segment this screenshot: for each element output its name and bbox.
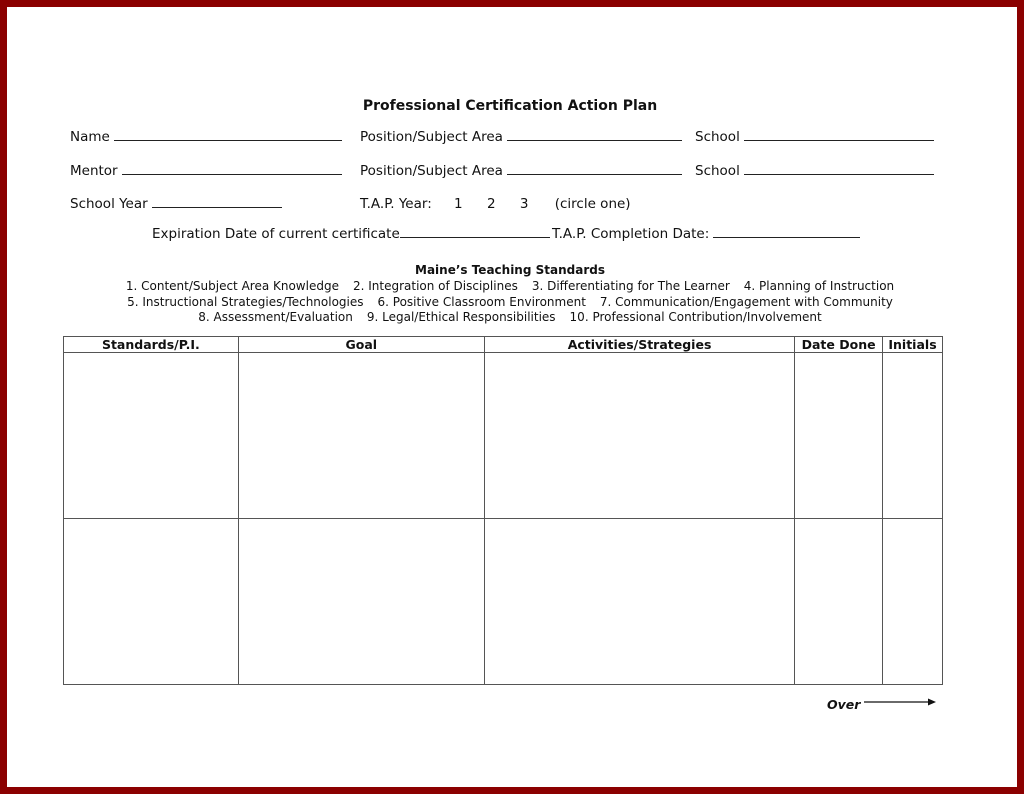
mentor-label: Mentor (70, 163, 118, 179)
standard-item: 5. Instructional Strategies/Technologies (127, 295, 364, 309)
position-field-2[interactable] (360, 163, 682, 179)
header-initials: Initials (883, 337, 943, 353)
tap-year-option-1[interactable]: 1 (454, 196, 463, 212)
standard-item: 7. Communication/Engagement with Community (599, 295, 893, 309)
tap-completion-line[interactable] (713, 236, 860, 238)
tap-year-field (360, 196, 631, 212)
tap-completion-field[interactable] (552, 226, 860, 242)
school-label-2: School (695, 163, 740, 179)
cell-initials[interactable] (883, 353, 943, 519)
table-header-row (64, 337, 943, 353)
standards-heading: Maine’s Teaching Standards (415, 263, 605, 277)
right-arrow-icon (864, 697, 936, 707)
school-label-1: School (695, 129, 740, 145)
cell-date-done[interactable] (795, 353, 883, 519)
name-label: Name (70, 129, 110, 145)
school-line-1[interactable] (744, 139, 934, 141)
over-label: Over (827, 697, 861, 712)
standard-item: 2. Integration of Disciplines (352, 279, 518, 293)
standard-item: 8. Assessment/Evaluation (198, 310, 353, 324)
cell-activities[interactable] (484, 353, 794, 519)
school-field-1[interactable] (695, 129, 934, 145)
standard-item: 1. Content/Subject Area Knowledge (125, 279, 339, 293)
cell-standards[interactable] (64, 353, 239, 519)
school-year-line[interactable] (152, 206, 282, 208)
name-field[interactable] (70, 129, 342, 145)
header-goal: Goal (238, 337, 484, 353)
standard-item: 3. Differentiating for The Learner (531, 279, 730, 293)
standard-item: 4. Planning of Instruction (743, 279, 895, 293)
school-field-2[interactable] (695, 163, 934, 179)
tap-year-label: T.A.P. Year: (360, 196, 432, 212)
cell-date-done[interactable] (795, 519, 883, 685)
name-line[interactable] (114, 139, 342, 141)
mentor-field[interactable] (70, 163, 342, 179)
position-field-1[interactable] (360, 129, 682, 145)
mentor-line[interactable] (122, 173, 342, 175)
cell-goal[interactable] (238, 519, 484, 685)
cell-standards[interactable] (64, 519, 239, 685)
school-line-2[interactable] (744, 173, 934, 175)
school-year-field[interactable] (70, 196, 282, 212)
standards-line-2 (7, 295, 1013, 309)
standards-line-1 (7, 279, 1013, 293)
header-standards: Standards/P.I. (64, 337, 239, 353)
cell-initials[interactable] (883, 519, 943, 685)
table-row (64, 519, 943, 685)
school-year-label: School Year (70, 196, 148, 212)
expiration-field[interactable] (152, 226, 550, 242)
header-date-done: Date Done (795, 337, 883, 353)
circle-one-note: (circle one) (554, 196, 631, 212)
position-label-1: Position/Subject Area (360, 129, 503, 145)
cell-activities[interactable] (484, 519, 794, 685)
cell-goal[interactable] (238, 353, 484, 519)
action-plan-table (63, 336, 943, 685)
page-title: Professional Certification Action Plan (362, 98, 658, 114)
table-row (64, 353, 943, 519)
expiration-label: Expiration Date of current certificate (152, 226, 400, 242)
header-activities: Activities/Strategies (484, 337, 794, 353)
position-label-2: Position/Subject Area (360, 163, 503, 179)
standard-item: 9. Legal/Ethical Responsibilities (366, 310, 556, 324)
standard-item: 10. Professional Contribution/Involvement (569, 310, 822, 324)
expiration-line[interactable] (400, 236, 550, 238)
position-line-1[interactable] (507, 139, 682, 141)
standard-item: 6. Positive Classroom Environment (377, 295, 586, 309)
standards-line-3 (7, 310, 1013, 324)
position-line-2[interactable] (507, 173, 682, 175)
tap-year-option-3[interactable]: 3 (519, 196, 529, 212)
tap-year-option-2[interactable]: 2 (486, 196, 496, 212)
tap-completion-label: T.A.P. Completion Date: (552, 226, 710, 242)
